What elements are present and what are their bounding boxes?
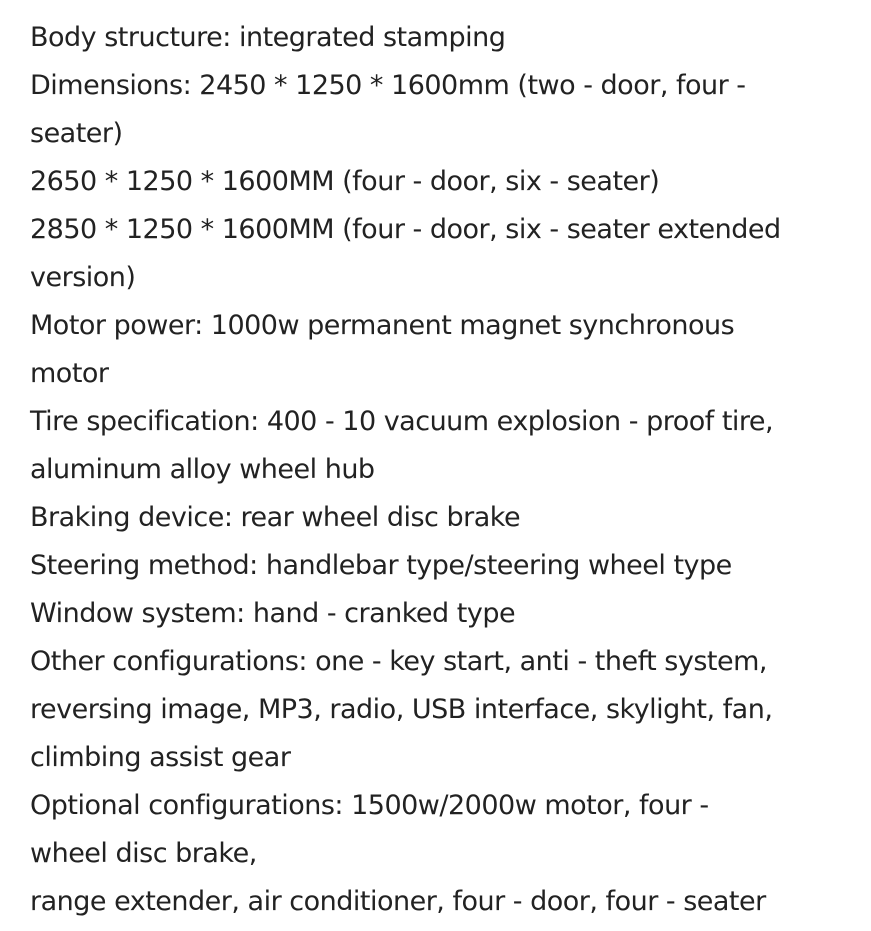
dimensions-line-cont: seater) [30,118,123,149]
tire-specification-line: Tire specification: 400 - 10 vacuum explosion - proof tire, [30,406,774,437]
dimensions-extended-line-cont: version) [30,262,136,293]
other-configurations-line-cont: reversing image, MP3, radio, USB interface, skylight, fan, [30,694,773,725]
other-configurations-line: Other configurations: one - key start, anti - theft system, [30,646,767,677]
braking-device-line: Braking device: rear wheel disc brake [30,502,521,533]
motor-power-line-cont: motor [30,358,109,389]
optional-configurations-line: Optional configurations: 1500w/2000w motor, four - [30,790,709,821]
specification-text [30,14,860,926]
optional-configurations-line-cont: wheel disc brake, [30,838,257,869]
dimensions-line: Dimensions: 2450 * 1250 * 1600mm (two - door, four - [30,70,746,101]
dimensions-extended-line: 2850 * 1250 * 1600MM (four - door, six - seater extended [30,214,781,245]
dimensions-six-seater-line: 2650 * 1250 * 1600MM (four - door, six - seater) [30,166,660,197]
body-structure-line: Body structure: integrated stamping [30,22,506,53]
window-system-line: Window system: hand - cranked type [30,598,516,629]
other-configurations-line-cont-2: climbing assist gear [30,742,291,773]
motor-power-line: Motor power: 1000w permanent magnet synchronous [30,310,735,341]
tire-specification-line-cont: aluminum alloy wheel hub [30,454,375,485]
optional-configurations-line-cont-2: range extender, air conditioner, four - door, four - seater [30,886,766,917]
steering-method-line: Steering method: handlebar type/steering wheel type [30,550,732,581]
